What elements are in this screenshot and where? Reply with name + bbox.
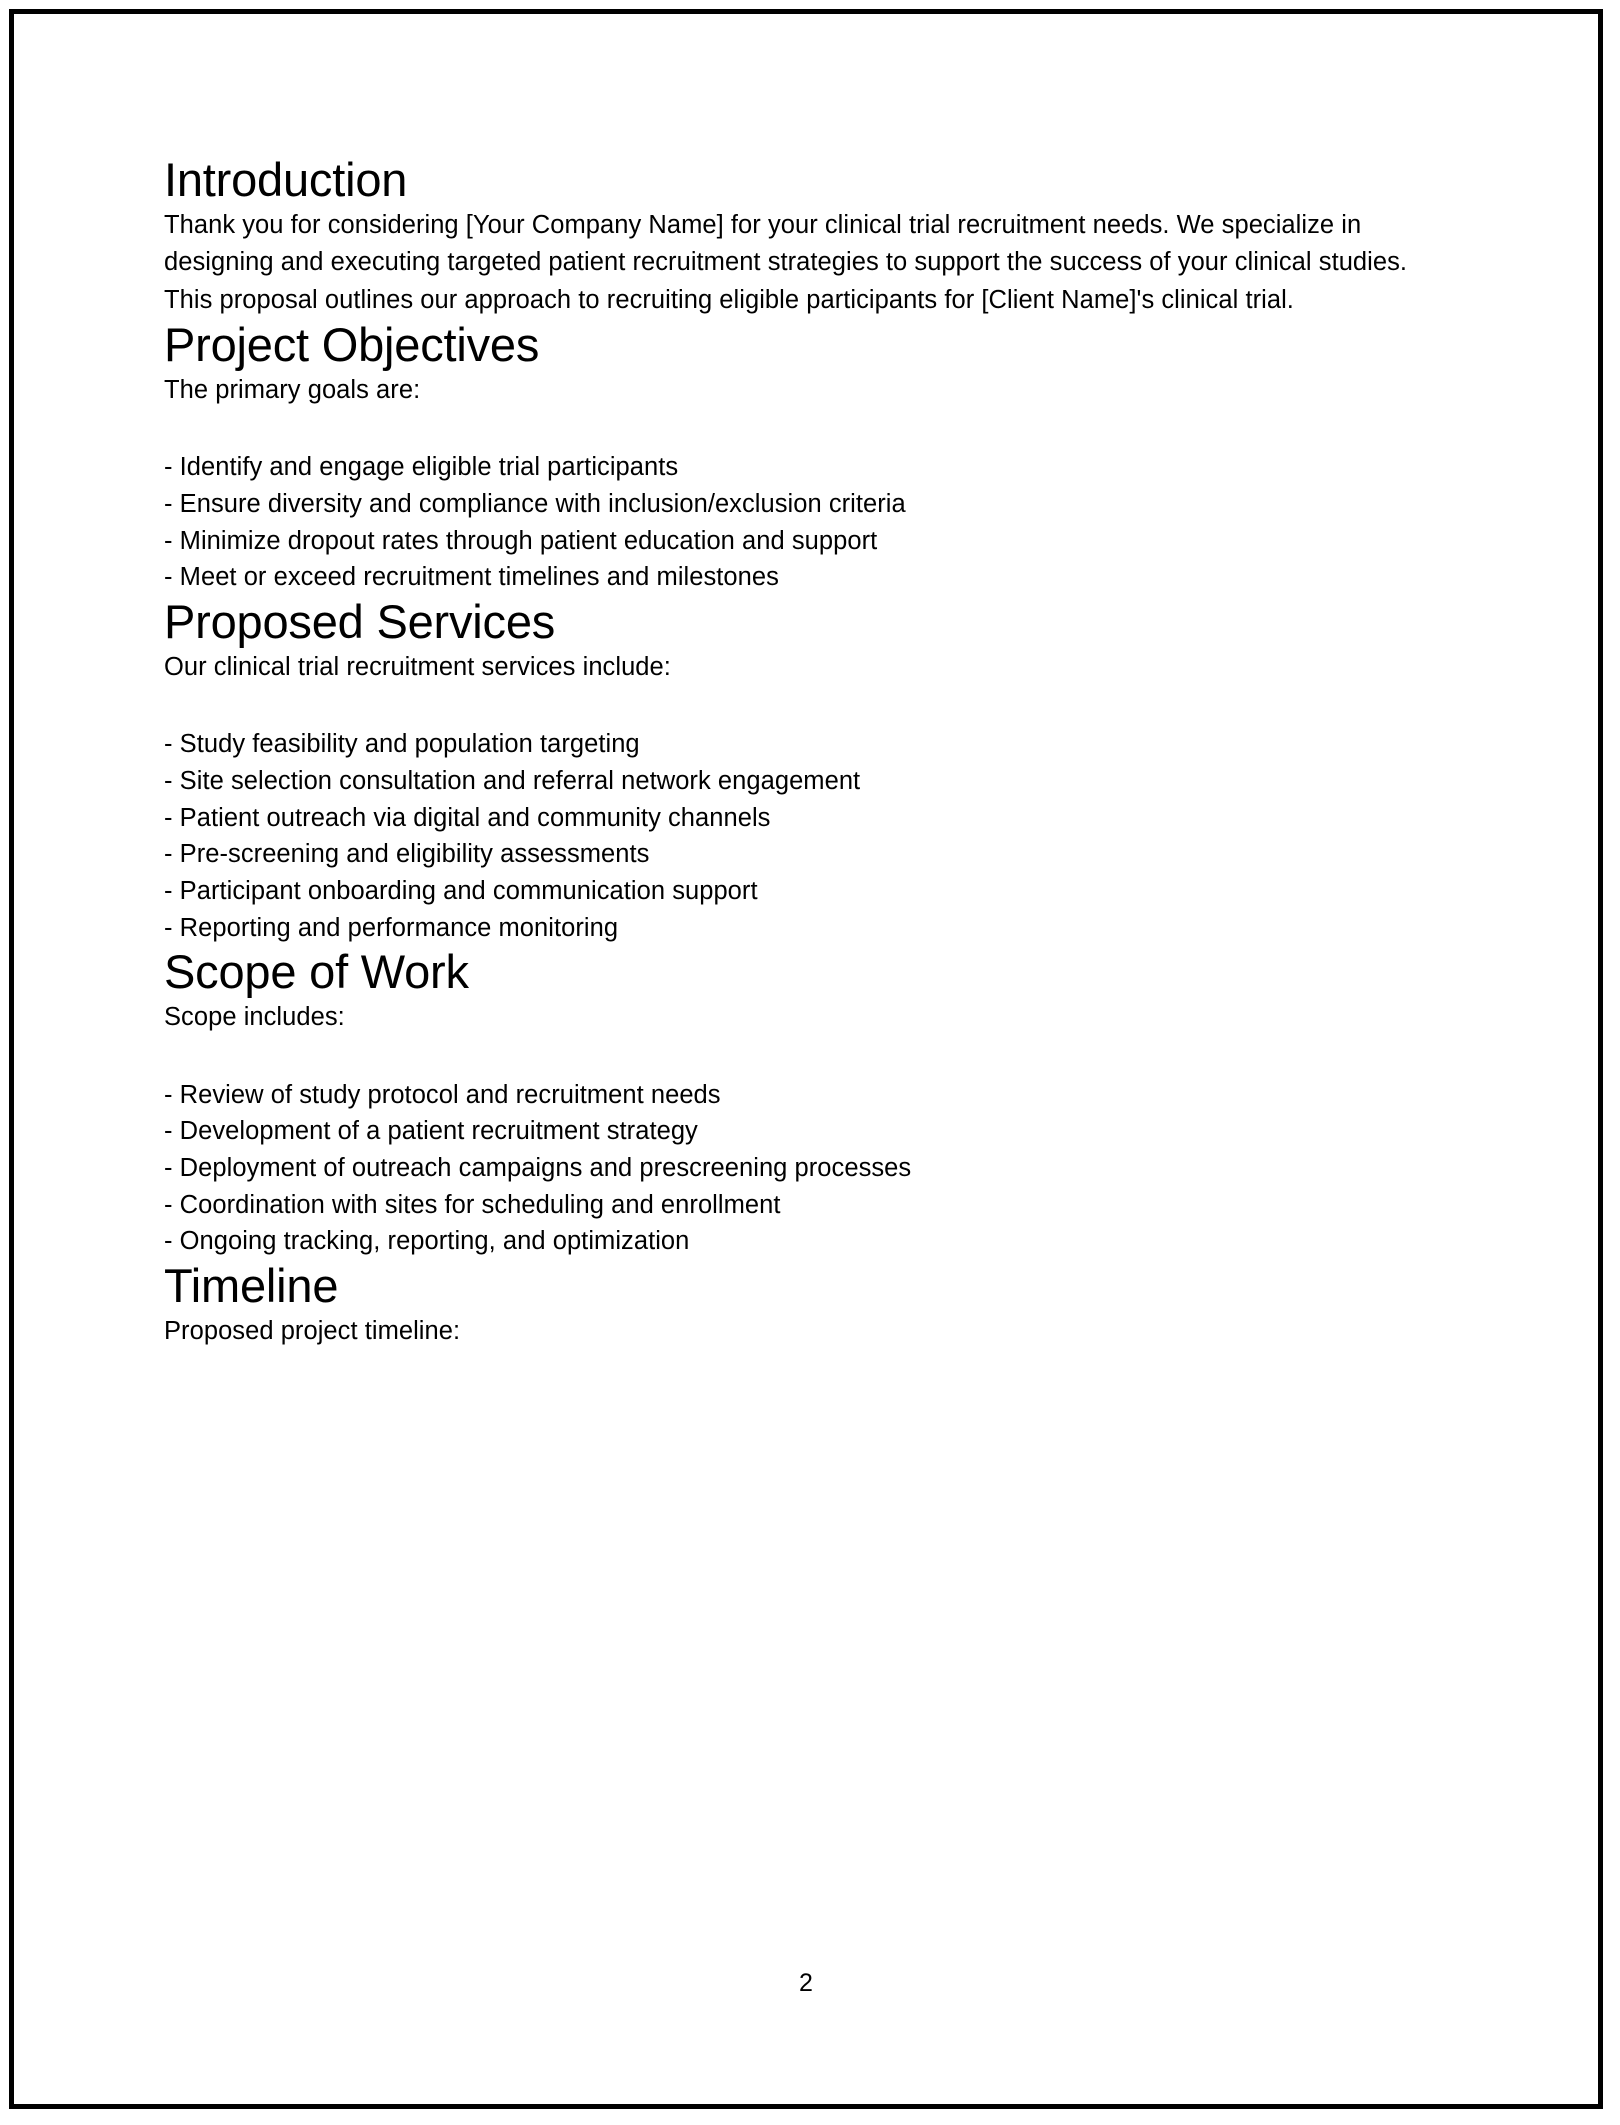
list-item: - Coordination with sites for scheduling and enrollment bbox=[164, 1190, 781, 1219]
paragraph-project-objectives-intro: The primary goals are: bbox=[164, 375, 421, 404]
section-heading-scope-of-work: Scope of Work bbox=[164, 945, 469, 999]
list-item: - Identify and engage eligible trial participants bbox=[164, 453, 679, 482]
list-scope-of-work bbox=[164, 1077, 1464, 1261]
list-item: - Review of study protocol and recruitment needs bbox=[164, 1080, 721, 1109]
section-heading-introduction: Introduction bbox=[164, 153, 408, 206]
section-heading-timeline: Timeline bbox=[164, 1259, 339, 1313]
list-item: - Pre-screening and eligibility assessments bbox=[164, 840, 650, 869]
list-item: - Ongoing tracking, reporting, and optimization bbox=[164, 1227, 690, 1256]
list-item: - Meet or exceed recruitment timelines and milestones bbox=[164, 563, 779, 592]
list-item: - Ensure diversity and compliance with inclusion/exclusion criteria bbox=[164, 489, 906, 518]
paragraph-introduction-1: Thank you for considering [Your Company Name] for your clinical trial recruitment needs. We specialize in designing and executing targeted patient recruitment strategies to support the success of your clinical studies. bbox=[164, 210, 1408, 277]
paragraph-scope-of-work-intro: Scope includes: bbox=[164, 1003, 345, 1032]
document-content bbox=[164, 154, 1464, 1350]
list-proposed-services bbox=[164, 726, 1464, 946]
page-border-frame bbox=[9, 9, 1603, 2109]
list-item: - Patient outreach via digital and community channels bbox=[164, 803, 771, 832]
list-item: - Reporting and performance monitoring bbox=[164, 913, 619, 942]
paragraph-timeline-intro: Proposed project timeline: bbox=[164, 1316, 461, 1345]
list-item: - Participant onboarding and communication support bbox=[164, 877, 758, 906]
page-number: 2 bbox=[799, 1969, 813, 1997]
paragraph-introduction-2: This proposal outlines our approach to recruiting eligible participants for [Client Name]'s clinical trial. bbox=[164, 285, 1294, 314]
list-project-objectives bbox=[164, 449, 1464, 596]
list-item: - Study feasibility and population targeting bbox=[164, 730, 640, 759]
section-heading-proposed-services: Proposed Services bbox=[164, 595, 556, 649]
list-item: - Deployment of outreach campaigns and prescreening processes bbox=[164, 1154, 912, 1183]
list-item: - Site selection consultation and referral network engagement bbox=[164, 766, 861, 795]
document-page bbox=[14, 14, 1598, 2104]
section-heading-project-objectives: Project Objectives bbox=[164, 318, 540, 372]
paragraph-proposed-services-intro: Our clinical trial recruitment services include: bbox=[164, 652, 671, 681]
list-item: - Minimize dropout rates through patient education and support bbox=[164, 526, 878, 555]
list-item: - Development of a patient recruitment strategy bbox=[164, 1117, 698, 1146]
